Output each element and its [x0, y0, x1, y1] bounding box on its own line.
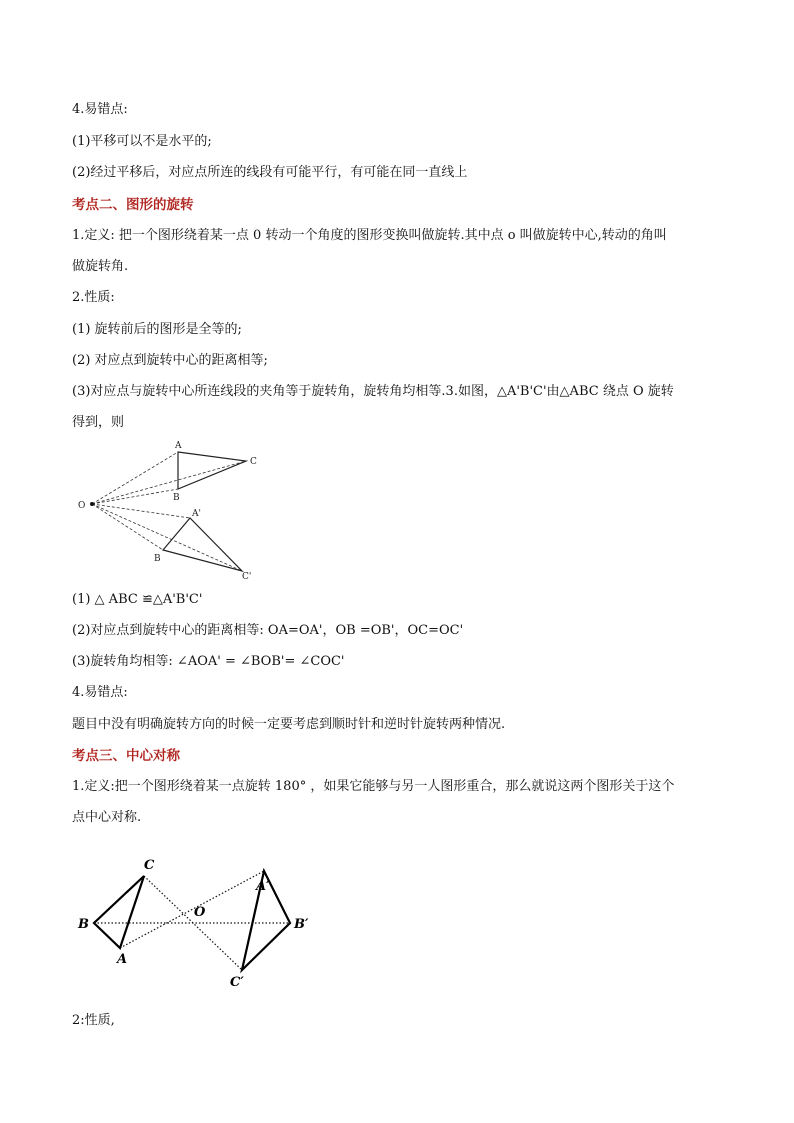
label-C2: C' — [242, 572, 252, 582]
rotation-figure — [70, 432, 270, 588]
sym-label-A: A — [117, 952, 128, 967]
rotation-property-1: (1) 旋转前后的图形是全等的; — [72, 322, 242, 337]
translation-note-1: (1)平移可以不是水平的; — [72, 134, 212, 149]
label-A2: A' — [192, 509, 201, 519]
center-point-O — [90, 502, 94, 506]
dash-OC2 — [92, 504, 242, 571]
sym-label-A2: A′ — [256, 879, 270, 894]
rotation-definition-line1: 1.定义: 把一个图形绕着某一点 0 转动一个角度的图形变换叫做旋转.其中点 o 叫做旋转中心,转动的角叫 — [72, 228, 667, 243]
triangle-A2B2C2 — [163, 518, 242, 571]
rotation-property-label: 2.性质: — [72, 290, 115, 305]
sym-label-O: O — [194, 905, 206, 920]
label-B2: B — [154, 554, 161, 564]
label-B: B — [173, 493, 180, 503]
translation-note-2: (2)经过平移后，对应点所连的线段有可能平行，有可能在同一直线上 — [72, 165, 468, 180]
rotation-result-3: (3)旋转角均相等: ∠AOA' = ∠BOB'= ∠COC' — [72, 654, 345, 669]
label-A: A — [175, 441, 182, 451]
dash-OC — [92, 461, 246, 504]
sym-label-B: B — [78, 917, 89, 932]
error-prone-label: 4.易错点: — [72, 102, 128, 117]
triangle-ABC-sym — [94, 876, 144, 948]
symmetry-definition-line1: 1.定义:把一个图形绕着某一点旋转 180° ，如果它能够与另一人图形重合，那么就说这两个图形关于这个 — [72, 779, 675, 794]
sym-label-C: C — [144, 858, 155, 873]
dash-OB — [92, 489, 178, 504]
triangle-ABC — [178, 452, 246, 489]
central-symmetry-figure — [72, 850, 332, 995]
rotation-property-3-line2: 得到，则 — [72, 415, 125, 430]
symmetry-property-label: 2:性质, — [72, 1013, 115, 1028]
rotation-property-3-line1: (3)对应点与旋转中心所连线段的夹角等于旋转角，旋转角均相等.3.如图，△A'B'C'由△ABC 绕点 O 旋转 — [72, 384, 674, 399]
rotation-error-label: 4.易错点: — [72, 685, 128, 700]
rotation-error-text: 题目中没有明确旋转方向的时候一定要考虑到顺时针和逆时针旋转两种情况. — [72, 717, 506, 732]
section-heading-central-symmetry: 考点三、中心对称 — [72, 748, 180, 764]
label-O: O — [78, 501, 86, 511]
sym-label-C2: C′ — [230, 975, 244, 990]
symmetry-definition-line2: 点中心对称. — [72, 810, 142, 825]
section-heading-rotation: 考点二、图形的旋转 — [72, 197, 194, 213]
rotation-definition-line2: 做旋转角. — [72, 259, 129, 274]
rotation-result-2: (2)对应点到旋转中心的距离相等: OA=OA'，OB =OB'，OC=OC' — [72, 623, 464, 638]
dash-OB2 — [92, 504, 163, 550]
dash-OA — [92, 452, 178, 504]
rotation-property-2: (2) 对应点到旋转中心的距离相等; — [72, 353, 268, 368]
rotation-result-1: (1) △ ABC ≌△A'B'C' — [72, 592, 203, 607]
label-C: C — [250, 457, 257, 467]
sym-label-B2: B′ — [294, 917, 309, 932]
